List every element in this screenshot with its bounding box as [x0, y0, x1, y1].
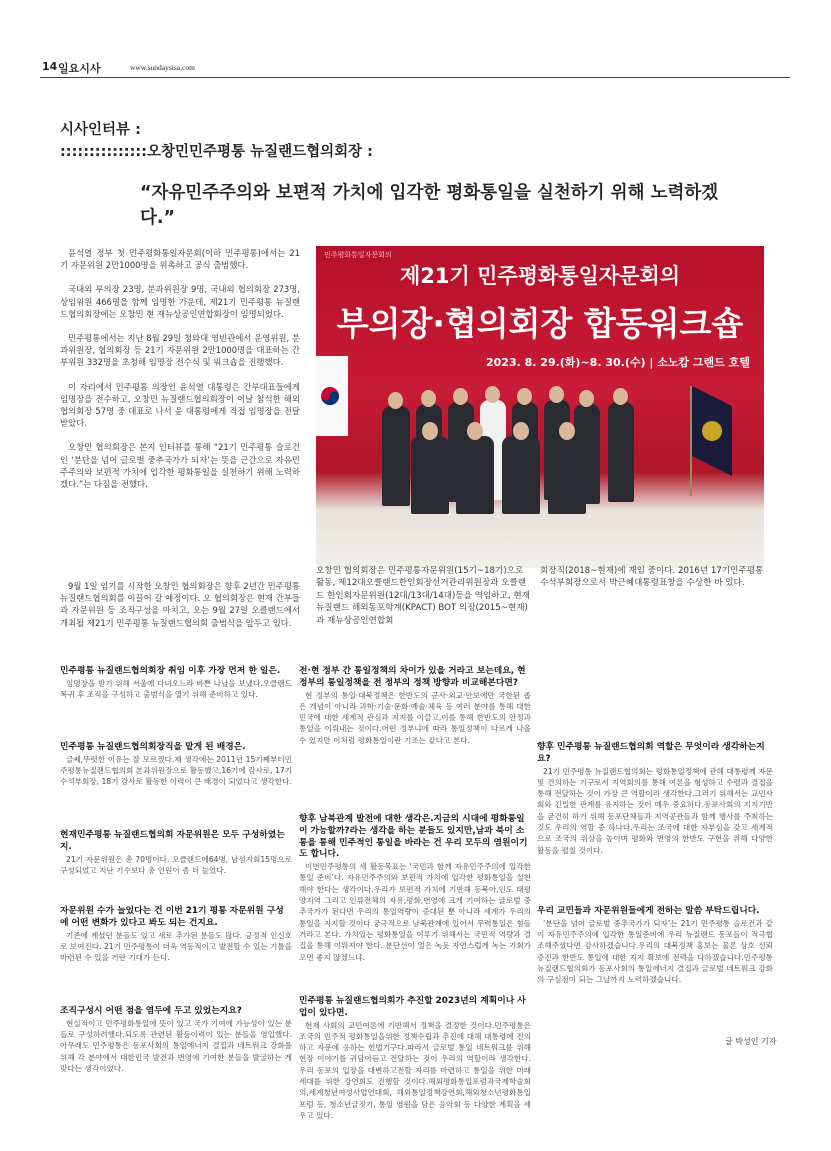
question: 현재민주평통 뉴질랜드협의회 자문위원은 모두 구성하였는지. [60, 830, 285, 852]
question: 향후 민주평통 뉴질랜드협의회 역할은 무엇이라 생각하는지요? [537, 742, 765, 764]
answer: 현실적이고 민주평화통일에 뜻이 있고 국가 기여에 가능성이 있는 분들로 구성하려했다.되도록 관련된 활동이력이 있는 분들을 영입했다.아무래도 민주평통은 동포사회의 통일에너지 결집과 네트워크 강화를 위해 각 분야에서 대한민국 발전과 번영에 기여한 분들을 발굴하는 게 맞다는 생각이었다. [60, 1018, 292, 1073]
qa-block [537, 906, 773, 986]
qa-block [60, 906, 292, 963]
answer: 임명장을 받기 위해 서울에 다녀오느라 바쁜 나날을 보냈다.오클랜드 복귀 후 조직을 구성하고 출범식을 열기 위해 준비하고 있다. [60, 678, 292, 700]
banner-title: 제21기 민주평화통일자문회의 [400, 264, 680, 288]
intro-paragraph: 오창민 협의회장은 본지 인터뷰를 통해 “21기 민주평통 슬로건인 ‘분단을 넘어 글로벌 중추국가가 되자’는 뜻을 근간으로 자유민주주의와 보편적 가치에 입각한 평화통일을 실천하기 위해 노력하겠다.”는 다짐을 전했다. [60, 442, 300, 490]
publication-name: 일요시사 [58, 62, 101, 75]
banner-date: 2023. 8. 29.(화)~8. 30.(수) | 소노캄 그랜드 호텔 [486, 356, 750, 369]
headline: “자유민주주의와 보편적 가치에 입각한 평화통일을 실천하기 위해 노력하겠다.” [140, 183, 719, 228]
answer: 글쎄,뚜렷한 이유는 잘 모르겠다.제 생각에는 2011년 15기째부터민주평통뉴질랜드협의회 본과위원장으로 활동했고,16기에 감사로, 17기 수석부회장, 18기 감사로 활동한 이력이 큰 배경이 되었다고 생각한다. [60, 754, 292, 787]
photo-logo: 민주평화통일자문회의 [324, 251, 392, 259]
page-header [40, 58, 790, 78]
question: 향후 남북관계 발전에 대한 생각은.지금의 시대에 평화통일이 가능할까?라는 생각을 하는 분들도 있지만,남과 북이 소통을 통해 민주적인 통일을 바라는 건 우리 모두의 염원이기도 합니다. [299, 814, 528, 860]
banner-subtitle: 부의장·협의회장 합동워크숍 [336, 304, 744, 343]
intro-paragraph: 이 자리에서 민주평통 의장인 윤석열 대통령은 간부대표들에게 임명장을 전수하고, 오창민 뉴질랜드협의회장이 이날 참석한 해외협의회장 57명 중 대표로 나서 윤 대통령에게 직접 임명장을 전달받았다. [60, 381, 300, 429]
question: 민주평통 뉴질랜드협의회장직을 맡게 된 배경은. [60, 742, 246, 752]
dot-leader: ::::::::::::::: [60, 144, 147, 160]
question: 전·현 정부 간 통일정책의 차이가 있을 거라고 보는데요, 현 정부의 통일정책을 전 정부의 정책 방향과 비교해본다면? [299, 666, 526, 688]
qa-block [60, 1006, 292, 1074]
intro-paragraph: 윤석열 정부 첫 민주평화통일자문회(이하 민주평통)에서는 21기 자문위원 2만1000명을 위촉하고 공식 출범했다. [60, 248, 300, 271]
subject-title: 오창민민주평통 뉴질랜드협의회장 : [146, 144, 373, 160]
answer: 현 정부의 통일·대북정책은 한반도의 군사·외교·안보에만 국한된 좁은 개념이 아니라 과학·기술·문화·예술·체육 등 여러 분야를 통해 대한민국에 대한 세계적 관심과 지지를 이끌고,이를 통해 한반도의 안정과 통일을 이뤄내는 것이다.어떤 정부냐에 따라 통일정책이 다르게 나올 수 있지만 이처럼 평화통일이란 기조는 같다고 본다. [299, 690, 531, 745]
qa-block [537, 742, 773, 856]
answer: ‘분단을 넘어 글로벌 중추국가가 되자’는 21기 민주평통 슬로건과 같이 자유민주주의에 입각한 통일준비에 우리 뉴질랜드 동포들이 적극협조해주셨다면 감사하겠습니다.우리의 대북정책 홍보는 물론 상호 신뢰증진과 한반도 통일에 대한 지지 확보에 전력을 다하겠습니다.민주평통 뉴질랜드협의회가 동포사회의 통일에너지 결집과 글로벌 네트워크 강화의 구심점이 되는 그날까지 노력하겠습니다. [537, 918, 773, 985]
question: 민주평통 뉴질랜드협의회가 추진할 2023년의 계획이나 사업이 있다면. [299, 996, 526, 1018]
qa-block [299, 666, 531, 746]
question: 조직구성시 어떤 점을 염두에 두고 있었는지요? [60, 1006, 242, 1016]
intro-paragraph: 9월 1일 임기를 시작한 오창민 협의회장은 향후 2년간 민주평통 뉴질랜드협의회를 이끌어 갈 예정이다. 오 협의회장은 현재 간부들과 자문위원 등 조직구성을 마치고, 오는 9월 27일 오클랜드에서 개최될 제21기 민주평통 뉴질랜드협의회 출범식을 앞두고 있다. [60, 581, 300, 628]
qa-block [60, 742, 292, 788]
answer: 21기 민주평통 뉴질랜드협의회는 평화통일정책에 관해 대통령께 자문 및 건의하는 기구로서 지역회의를 통해 여론을 형성하고 수렴과 결집을 통해 전달하는 것이 가장 큰 역할이라 생각한다.그러기 위해서는 교민사회와 긴밀한 관계를 유지하는 것이 매우 중요하다.동포사회의 지지기반을 굳건히 하기 위해 동포단체들과 지역공관들과 함께 행사를 주최하는 것도 우리의 역할 중 하나다.우리는 조국에 대한 자부심을 갖고 세계적으로 조국의 위상을 높이며 평화와 번영의 한반도 구현을 위해 다양한 활동을 펼칠 것이다. [537, 766, 773, 855]
interview-subject [60, 140, 373, 161]
question: 민주평통 뉴질랜드협의회장 취임 이후 가장 먼저 한 일은. [60, 666, 281, 676]
event-photo [316, 246, 764, 568]
question: 자문위원 수가 늘었다는 건 이번 21기 평통 자문위원 구성에 어떤 변화가 있다고 봐도 되는 건지요. [60, 906, 284, 928]
byline: 글 박성인 기자 [725, 1037, 777, 1046]
qa-block [299, 996, 531, 1121]
answer: 현재 사회의 교민여론에 기반해서 정책을 결정한 것이다.민주평통은 조국의 민주적 평화통일을위한 정책수립과 추진에 대해 대통령에 건의하고 자문에 응하는 헌법기구다.따라서 글로벌 통일 네트워크를 위해 현장 이야기를 귀담아듣고 전달하는 것이 우리의 역할이라 생각한다.우리 동포의 입장을 대변하고전할 자리를 마련하고 통일을 위한 미래세대를 위한 강연회도 진행할 것이다.해외평화통일포럼과국제학술회의,세계청년여성사업연대회, 해외통일정책강연회,해외청소년평화통일포럼 등, 청소년글짓기, 통일 염원을 담은 음악회 등 다양한 계획을 세우고 있다. [299, 1020, 531, 1120]
photo-caption-right: 회장직(2018~현재)에 재임 중이다. 2016년 17기민주평통수석부회장으로서 박근혜대통령표창을 수상한 바 있다. [540, 566, 764, 589]
qa-block [299, 814, 531, 963]
answer: 이번민주평통의 새 활동목표는 ‘국민과 함께 자유민주주의에 입각한 통일 준비’다. 자유민주주의와 보편적 가치에 입각한 평화통일을 실천해야 한다는 생각이다.우리가 보편적 가치에 기반해 동북아,인도 태평양지역 그리고 인류전체의 자유,평화,번영에 크게 기여하는 글로벌 중추국가가 된다면 우리의 통일역량이 증대된 뿐 아니라 세계가 우리의 통일을 지지할 것이다.궁극적으로 남북관계에 있어서 무력통일은 힘들 거라고 본다. 가치있는 평화통일을 이루기 위해서는 국민적 역량과 결집을 통해 이뤄져야 한다. 분단선이 얼은 녹듯 자연스럽게 녹는 기회가 오면 좋지 않겠느냐. [299, 862, 531, 962]
answer: 21기 자문위원은 총 70명이다. 오클랜드에64명, 남섬지회15명으로 구성되었고 지난 기수보다 총 인원이 좀 더 늘었다. [60, 854, 292, 875]
qa-block [60, 666, 292, 700]
intro-text [60, 247, 300, 502]
korean-flag-icon [316, 356, 348, 436]
flag-pole-icon [686, 386, 734, 496]
question: 우리 교민들과 자문위원들에게 전하는 말씀 부탁드립니다. [537, 906, 760, 916]
page-number: 14 [42, 60, 58, 73]
intro-closing [60, 580, 300, 629]
intro-paragraph: 민주평통에서는 지난 8월 29일 청와대 영빈관에서 운영위원, 분과위원장, 협의회장 등 21기 자문위원 2만1000명을 대표하는 간부위원 332명을 초청해 임명장 전수식 및 워크숍을 진행했다. [60, 333, 300, 368]
intro-paragraph: 국내외 부의장 23명, 분과위원장 9명, 국내외 협의회장 273명, 상임위원 466명을 함께 임명한 가운데, 제21기 민주평통 뉴질랜드협의회장에는 오창민 현 재뉴상공인연합회장이 임명되었다. [60, 284, 300, 319]
answer: 기존에 계셨던 분들도 있고 새로 추가된 분들도 많다. 긍정적 인신호로 보여진다. 21기 민주평통이 더욱 역동적이고 발전할 수 있는 기틀을 마련된 수 있을 거란 기대가 든다. [60, 930, 292, 963]
photo-caption-left: 오창민 협의회장은 민주평통자문위원(15기~18기)으로 활동, 제12대오클랜드한인회장선거관리위원장과 오클랜드 한인회자문위원(12대/13대/14대)등을 역임하고, 현재뉴질랜드 해외동포학계(KPACT) BOT 의장(2015~현재)과 재뉴상공인연합회 [316, 566, 530, 626]
qa-block [60, 830, 292, 876]
section-kicker: 시사인터뷰 : [60, 122, 141, 138]
publication-url: www.sundaysisa.com [130, 63, 195, 72]
